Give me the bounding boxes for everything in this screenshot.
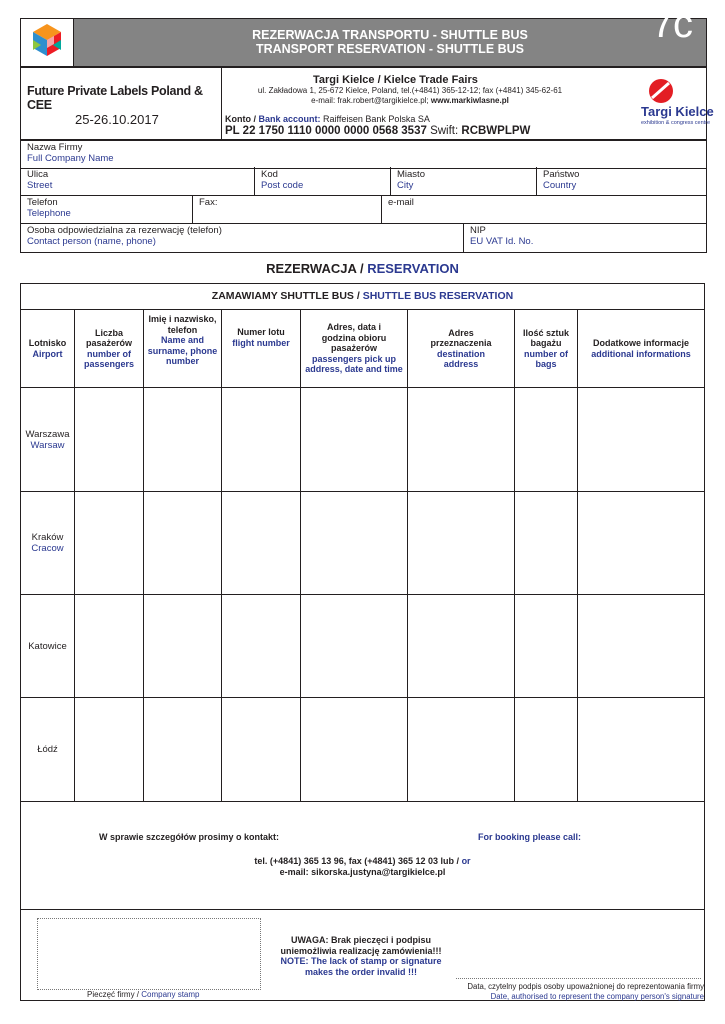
organizer-address: ul. Zakładowa 1, 25-672 Kielce, Poland, tel.(+4841) 365-12-12; fax (+4841) 345-62-61 [257,86,563,95]
signature-caption-en: Date, authorised to represent the company person's signature [490,991,704,1001]
stamp-caption-en: Company stamp [141,990,200,999]
postcode-label-en: Post code [261,180,304,191]
nip-label-en: EU VAT Id. No. [470,236,534,247]
table-title [21,290,704,302]
col-header-pickup [301,310,407,387]
col-additional-en: additional informations [591,348,691,359]
row-label-pl: Łódź [37,744,58,755]
fax-label: Fax: [199,197,218,208]
warning-en-1: NOTE: The lack of stamp or signature [280,956,442,966]
or-text: or [461,856,471,866]
stamp-caption-pl: Pieczęć firmy / [87,990,142,999]
contact-phones [21,856,704,867]
info-block [20,67,714,141]
contact-email[interactable]: e-mail: sikorska.justyna@targikielce.pl [279,867,446,877]
logo-tagline: exhibition & congress centre [641,120,711,126]
warning-note [261,935,461,977]
postcode-label-pl: Kod [261,169,278,180]
phone-row [20,195,707,224]
col-name-en: Name and surname, phone number [147,335,218,366]
contact-request-en: For booking please call: [478,832,582,842]
cube-logo-icon [21,19,74,66]
col-header-destination [408,310,514,387]
col-bags-en: number of bags [524,348,568,369]
targi-kielce-logo [619,76,714,132]
col-passengers-pl: Liczba pasażerów [85,327,133,348]
col-header-name [144,310,221,387]
warning-pl-1: UWAGA: Brak pieczęci i podpisu [290,935,432,945]
col-flight-pl: Numer lotu [237,327,285,337]
table-row-lodz [21,698,74,801]
organizer-name: Targi Kielce / Kielce Trade Fairs [313,74,478,86]
table-title-pl: ZAMAWIAMY SHUTTLE BUS / [211,290,363,302]
nip-field[interactable] [464,223,706,252]
table-row-katowice [21,595,74,697]
contact-label-en: Contact person (name, phone) [27,236,156,247]
fax-field[interactable] [193,195,381,223]
col-header-flight [222,310,300,387]
organizer-email: e-mail: frak.robert@targikielce.pl; [311,96,431,105]
street-label-en: Street [27,180,53,191]
table-row-warszawa [21,388,74,491]
company-stamp-box[interactable] [37,918,261,990]
event-name: Future Private Labels Poland & CEE [27,84,203,112]
signature-caption-pl: Data, czytelny podpis osoby upoważnionej do reprezentowania firmy [467,982,704,991]
col-pickup-pl: Adres, data i godzina obioru pasażerów [321,322,387,354]
warning-en-2: makes the order invalid !!! [304,966,418,977]
email-field[interactable] [382,195,706,223]
header-title-block [74,2,706,66]
col-bags-pl: Ilość sztuk bagażu [522,327,569,348]
company-name-field[interactable] [21,140,706,168]
country-field[interactable] [537,167,706,195]
account-line [225,125,530,137]
table-title-en: SHUTTLE BUS RESERVATION [362,290,514,302]
street-label-pl: Ulica [27,169,49,180]
signature-caption [421,982,704,1001]
contact-label-pl: Osoba odpowiedzialna za rezerwację (telefon) [27,225,222,236]
stamp-caption [87,990,199,999]
event-block [21,68,222,140]
col-header-airport [21,310,74,387]
email-label: e-mail [388,197,414,208]
country-label-en: Country [543,180,577,191]
table-row-krakow [21,492,74,594]
account-number: PL 22 1750 1110 0000 0000 0568 3537 [225,125,427,137]
col-airport-en: Airport [32,348,63,359]
logo-name: Targi Kielce [641,104,714,119]
form-number: 7c [651,2,692,46]
col-additional-pl: Dodatkowe informacje [592,338,690,348]
section-title-en: RESERVATION [367,261,459,276]
phone-label-pl: Telefon [27,197,58,208]
address-row [20,167,707,196]
col-header-additional [578,310,704,387]
contact-row [20,223,707,253]
col-pickup-en: passengers pick up address, date and time [305,353,403,375]
phones-text: tel. (+4841) 365 13 96, fax (+4841) 365 12 03 lub / [254,856,462,866]
konto-label: Konto / [225,114,259,124]
swift-code: RCBWPLPW [461,125,531,137]
warning-pl-2: uniemożliwia realizację zamówienia!!! [280,945,442,956]
col-destination-pl: Adres przeznaczenia [430,327,492,348]
col-header-passengers [75,310,143,387]
bank-name: Raiffeisen Bank Polska SA [320,114,430,124]
event-dates: 25-26.10.2017 [75,112,159,127]
header-title-en: TRANSPORT RESERVATION - SHUTTLE BUS [255,42,525,56]
signature-line[interactable] [456,978,701,979]
swift-label: Swift: [426,125,462,137]
city-label-pl: Miasto [397,169,425,180]
col-name-pl: Imię i nazwisko, telefon [148,314,217,335]
nip-label-pl: NIP [470,225,486,236]
bank-label: Bank account: [258,114,321,124]
contact-request-pl: W sprawie szczegółów prosimy o kontakt: [99,832,280,842]
city-field[interactable] [391,167,536,195]
phone-label-en: Telephone [27,208,71,219]
col-header-bags [515,310,577,387]
street-field[interactable] [21,167,254,195]
postcode-field[interactable] [255,167,390,195]
section-title-pl: REZERWACJA / [266,261,368,276]
row-label-pl: Kraków [31,532,64,543]
row-label-pl: Katowice [28,640,67,652]
row-label-en: Cracow [31,543,64,554]
col-destination-en: destination address [436,348,485,369]
col-flight-en: flight number [232,337,290,348]
country-label-pl: Państwo [543,169,580,180]
organizer-address-block [225,86,595,106]
organizer-website[interactable]: www.markiwlasne.pl [430,96,509,105]
company-name-row [20,139,707,169]
city-label-en: City [397,180,414,191]
form-header [20,2,707,67]
company-label-en: Full Company Name [27,153,114,164]
contact-person-field[interactable] [21,223,463,252]
row-label-en: Warsaw [30,439,65,451]
company-label-pl: Nazwa Firmy [27,142,83,153]
phone-field[interactable] [21,195,192,223]
reservation-table [20,283,705,1001]
row-label-pl: Warszawa [25,428,70,440]
bank-line [225,114,430,124]
col-passengers-en: number of passengers [83,348,135,369]
section-title [20,261,705,276]
header-title-pl: REZERWACJA TRANSPORTU - SHUTTLE BUS [252,28,528,42]
col-airport-pl: Lotnisko [28,338,67,348]
